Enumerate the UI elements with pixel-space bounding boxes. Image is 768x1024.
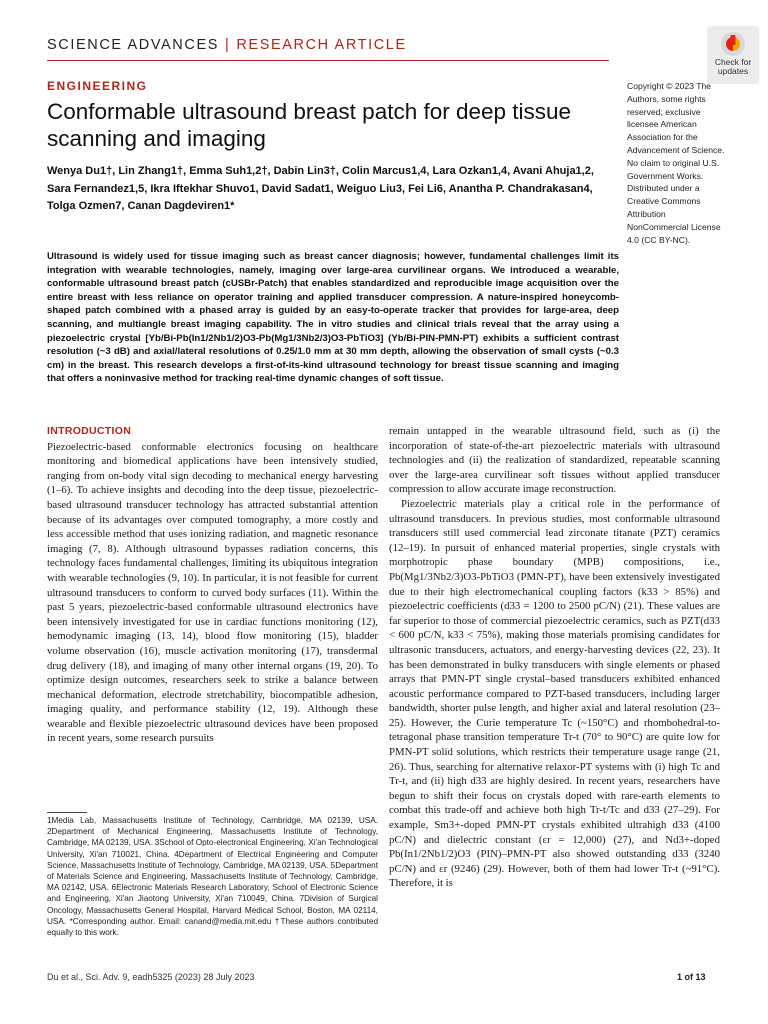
introduction-heading: INTRODUCTION: [47, 425, 132, 437]
page-number: 1 of 13: [677, 972, 706, 982]
copyright-notice: Copyright © 2023 The Authors, some rights reserved; exclusive licensee American Association for the Advancement of Science. No claim to original U.S. Government Works. Distributed under a Creative Commons Attribution NonCommercial License 4.0 (CC BY-NC).: [627, 81, 725, 245]
author-list: Wenya Du1†, Lin Zhang1†, Emma Suh1,2†, Dabin Lin3†, Colin Marcus1,4, Lara Ozkan1,4, Avani Ahuja1,2, Sara Fernandez1,5, Ikra Iftekhar Shuvo1, David Sadat1, Weiguo Liu3, Fei Li6, Anantha P. Chandrakasan4, Tolga Ozmen7, Canan Dagdeviren1*: [47, 165, 594, 212]
article-type: RESEARCH ARTICLE: [236, 37, 407, 53]
abstract: Ultrasound is widely used for tissue imaging such as breast cancer diagnosis; however, fundamental challenges limit its integration with wearable technologies, namely, imaging over large-area curvilinear organs. We introduced a wearable, conformable ultrasound breast patch (cUSBr-Patch) that enables standardized and reproducible image acquisition over the entire breast with less reliance on operator training and applied transducer compression. A nature-inspired honeycomb-shaped patch combined with a phased array is guided by an easy-to-operate tracker that provides for large-area, deep scanning, and multiangle breast imaging capability. The in vitro studies and clinical trials reveal that the array using a piezoelectric crystal [Yb/Bi-Pb(In1/2Nb1/2)O3-Pb(Mg1/3Nb2/3)O3-PbTiO3] (Yb/Bi-PIN-PMN-PT) exhibits a sufficient contrast resolution (~3 dB) and axial/lateral resolutions of 0.25/1.0 mm at 30 mm depth, allowing the observation of small cysts (~0.3 cm) in the breast. This research develops a first-of-its-kind ultrasound technology for breast tissue scanning and imaging that offers a noninvasive method for tracking real-time dynamic changes of soft tissue.: [47, 251, 619, 385]
intro-paragraph-1: Piezoelectric-based conformable electronics focusing on healthcare monitoring and biomedical applications have been intensively studied, ranging from on-body vital sign decoding to mechanical energy harvesting (1–6). To achieve insights and decoding into the deep tissue, piezoelectric-based ultrasound transducer technology has attracted substantial attention because of its advantages over computed tomography, a more costly and less accessible method that uses ionizing radiation, and magnetic resonance imaging (7, 8). Although ultrasound bypasses radiation concerns, this technology faces fundamental challenges, limiting its ubiquitous integration with wearable technologies (9, 10). In particular, it is not feasible for current ultrasound transducers to conform to curved body surfaces (11). Within the past 5 years, piezoelectric-based conformable ultrasound electronics have been intensively investigated for use in cardiac functions monitoring (12), hemodynamic imaging (13, 14), blood flow monitoring (15), bladder volume observation (16), muscle activation monitoring (17), transdermal drug delivery (18), and imaging of many other internal organs (19, 20). To optimize design outcomes, researchers seek to strike a balance between mechanical deformation, electrode stretchability, biocompatible adhesion, imaging quality, and performance stability (12, 19). Although these wearable and flexible piezoelectric ultrasound devices have been proposed in recent years, some research pursuits: [47, 440, 378, 745]
article-title: Conformable ultrasound breast patch for deep tissue scanning and imaging: [47, 99, 572, 151]
intro-paragraph-1-continued: remain untapped in the wearable ultrasound field, such as (i) the incorporation of state-of-the-art piezoelectric materials with ultrasound technologies and (ii) the realization of standardized, repeatable scanning over the large-area curvilinear soft tissues without applied transducer compression to allow accurate image reconstruction.: [389, 425, 720, 496]
check-for-updates-badge[interactable]: [707, 26, 759, 84]
check-for-updates-icon: [720, 31, 746, 57]
check-for-updates-label: Check for updates: [714, 57, 752, 76]
footer-citation: Du et al., Sci. Adv. 9, eadh5325 (2023) 28 July 2023: [47, 972, 255, 982]
journal-name: SCIENCE ADVANCES: [47, 37, 219, 53]
header-rule: [47, 60, 609, 61]
left-column: [47, 424, 378, 746]
section-label: ENGINEERING: [47, 79, 148, 93]
affiliations-footnote: 1Media Lab, Massachusetts Institute of Technology, Cambridge, MA 02139, USA. 2Department of Mechanical Engineering, Massachusetts Institute of Technology, Cambridge, MA 02139, USA. 3School of Opto-electronical Engineering, Xi'an Technological University, Xi'an 710021, China. 4Department of Electrical Engineering and Computer Science, Massachusetts Institute of Technology, Cambridge, MA 02139, USA. 5Department of Materials Science and Engineering, Massachusetts Institute of Technology, Cambridge, MA 02142, USA. 6Electronic Materials Research Laboratory, School of Electronic Science and Engineering, Xi'an Jiaotong University, Xi'an 710049, China. 7Division of Surgical Oncology, Massachusetts General Hospital, Harvard Medical School, Boston, MA 02114, USA. *Corresponding author. Email: canand@media.mit.edu †These authors contributed equally to this work.: [47, 816, 378, 938]
journal-header: [47, 37, 407, 53]
right-column: [389, 424, 720, 891]
intro-paragraph-2: Piezoelectric materials play a critical role in the performance of ultrasound transducers. In previous studies, most conformable ultrasound transducers still used commercial lead zirconate titanate (PZT) ceramics (12–19). In pursuit of enhanced material properties, single crystals with morphotropic phase boundary (MPB) compositions, i.e., Pb(Mg1/3Nb2/3)O3-PbTiO3 (PMN-PT), have been extensively investigated due to their high electromechanical coupling factors (k33 > 85%) and piezoelectric coefficients (d33 = 1200 to 2500 pC/N) (21). These values are far superior to those of commercial piezoelectric ceramics, such as PZT(d33 < 600 pC/N, k33 < 75%), making those materials promising candidates for ultrasonic transducers, actuators, and energy-harvesting devices (22, 23). It has been demonstrated in bulky transducers with single elements or phased arrays that PMN-PT single crystal–based transducers exhibited enhanced acoustic performance compared to PZT-based transducers, including larger bandwidth, shorter pulse length, and higher axial and lateral resolution (23–25). However, the Curie temperature Tc (~150°C) and rhombohedral-to-tetragonal phase transition temperature Tr-t (70° to 90°C) are quite low for PMN-PT solid solutions, which restricts their temperature usage range (21, 26). Thus, searching for alternative relaxor-PT systems with (i) high Tc and Tr-t, and (ii) high d33 are highly desired. In recent years, researchers have begun to shift their focus on crystals doped with rare-earth elements to combat this trade-off and achieve both high Tr-t/Tc and d33 (27–29). For example, Sm3+-doped PMN-PT crystals exhibited ultrahigh d33 (4100 pC/N) and dielectric constant (εr = 12,000) (27), and Nd3+-doped Pb(In1/2Nb1/2)O3 (PIN)–PMN-PT also showed outstanding d33 (3240 pC/N) and εr (9246) (29). However, both of them had lower Tr-t (~91°C). Therefore, it is: [389, 497, 720, 890]
footnote-rule: [47, 812, 87, 813]
header-separator: |: [224, 37, 231, 53]
